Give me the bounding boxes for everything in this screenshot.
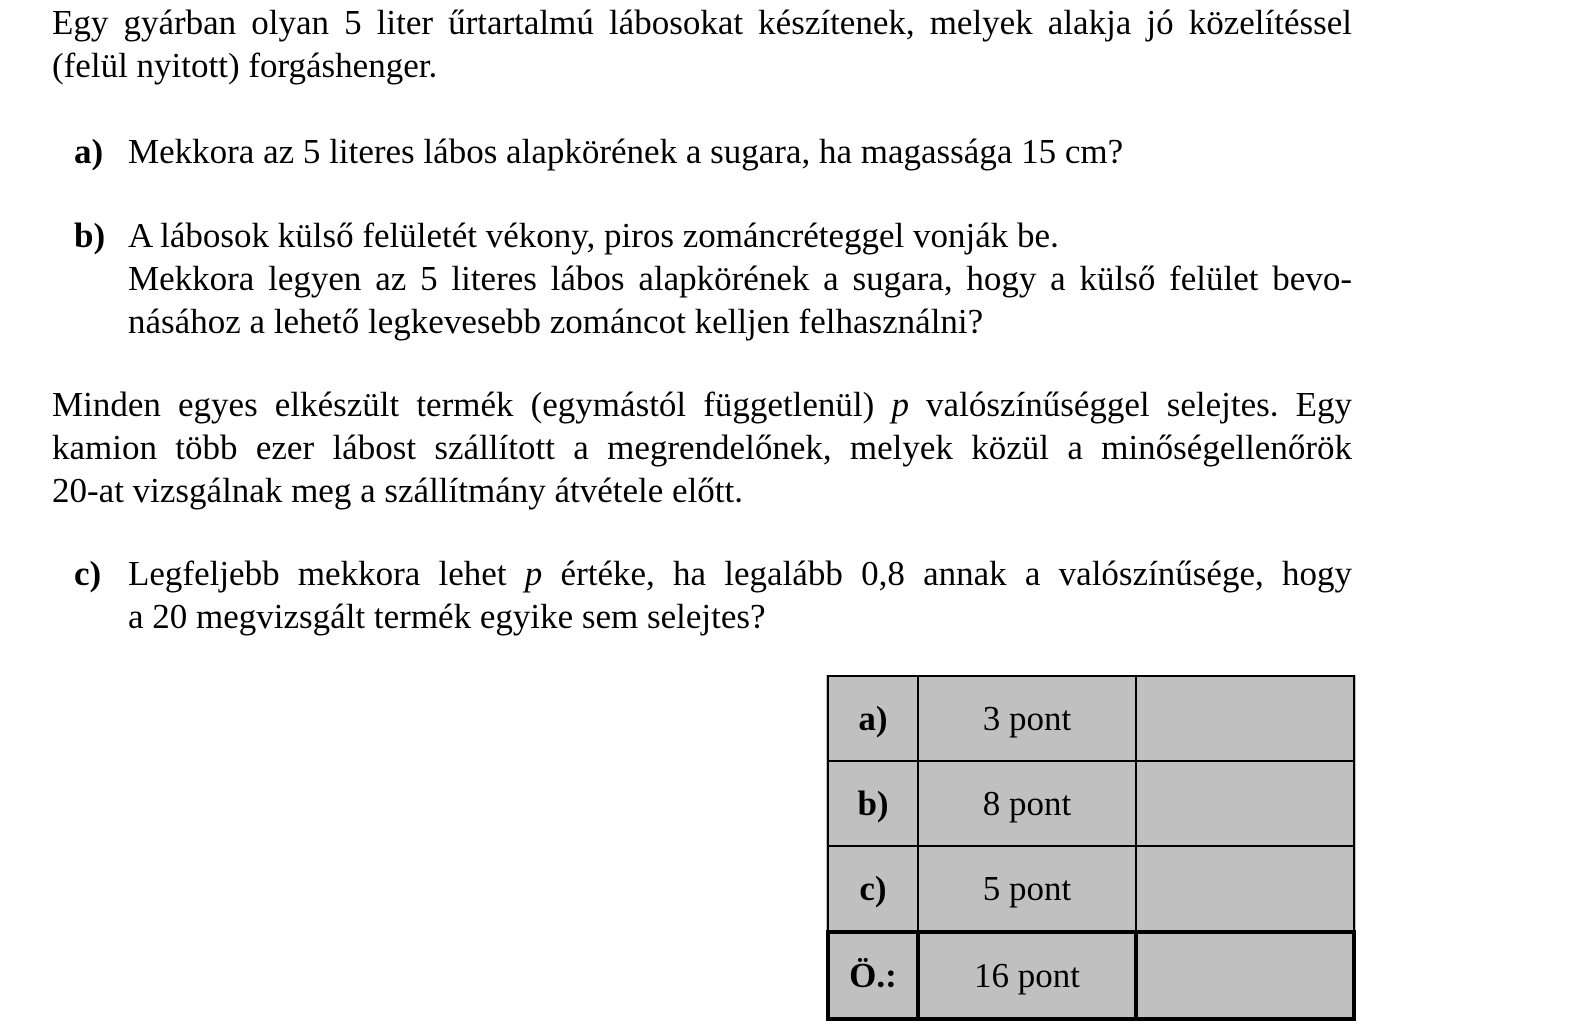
score-total-points: 16 pont bbox=[918, 932, 1136, 1019]
question-b-line-2: Mekkora legyen az 5 literes lábos alapkörének a sugara, hogy a külső felület bevo- bbox=[128, 259, 1352, 298]
question-a-marker: a) bbox=[74, 132, 104, 171]
context-paragraph bbox=[52, 383, 1352, 512]
context-line-1-start: Minden egyes elkészült termék (egymástól függetlenül) bbox=[52, 385, 892, 424]
question-b-marker: b) bbox=[74, 216, 106, 255]
variable-p: p bbox=[524, 554, 543, 593]
question-c-line-1 bbox=[128, 552, 1352, 595]
context-line-1-end: valószínűséggel selejtes. Egy bbox=[908, 385, 1352, 424]
score-row-c bbox=[828, 846, 1354, 932]
score-row-a bbox=[828, 676, 1354, 761]
score-label: a) bbox=[828, 676, 918, 761]
score-row-b bbox=[828, 761, 1354, 846]
context-line-3: 20-at vizsgálnak meg a szállítmány átvétele előtt. bbox=[52, 471, 743, 510]
intro-line-1: Egy gyárban olyan 5 liter űrtartalmú lábosokat készítenek, melyek alakja jó közelítéssel bbox=[52, 3, 1352, 42]
score-total-blank-cell bbox=[1136, 932, 1354, 1019]
question-b-line-1: A lábosok külső felületét vékony, piros zománcréteggel vonják be. bbox=[128, 216, 1059, 255]
intro-line-2: (felül nyitott) forgáshenger. bbox=[52, 46, 438, 85]
question-a-text: Mekkora az 5 literes lábos alapkörének a sugara, ha magassága 15 cm? bbox=[128, 132, 1124, 171]
score-points: 8 pont bbox=[918, 761, 1136, 846]
score-row-total bbox=[828, 932, 1354, 1019]
score-label: c) bbox=[828, 846, 918, 932]
variable-p: p bbox=[891, 385, 909, 424]
score-label: b) bbox=[828, 761, 918, 846]
question-c-line-1-start: Legfeljebb mekkora lehet bbox=[128, 554, 525, 593]
score-total-label: Ö.: bbox=[828, 932, 918, 1019]
score-blank-cell bbox=[1136, 761, 1354, 846]
score-blank-cell bbox=[1136, 676, 1354, 761]
score-points: 5 pont bbox=[918, 846, 1136, 932]
question-c-line-2: a 20 megvizsgált termék egyike sem selejtes? bbox=[128, 597, 766, 636]
context-line-2: kamion több ezer lábost szállított a megrendelőnek, melyek közül a minőségellenőrök bbox=[52, 428, 1352, 467]
question-c-marker: c) bbox=[74, 554, 102, 593]
score-blank-cell bbox=[1136, 846, 1354, 932]
context-line-1 bbox=[52, 383, 1352, 426]
intro-paragraph bbox=[52, 1, 1352, 87]
score-table bbox=[826, 675, 1356, 1021]
question-c-line-1-end: értéke, ha legalább 0,8 annak a valószínűsége, hogy bbox=[542, 554, 1352, 593]
question-b-line-3: násához a lehető legkevesebb zománcot kelljen felhasználni? bbox=[128, 302, 984, 341]
score-points: 3 pont bbox=[918, 676, 1136, 761]
